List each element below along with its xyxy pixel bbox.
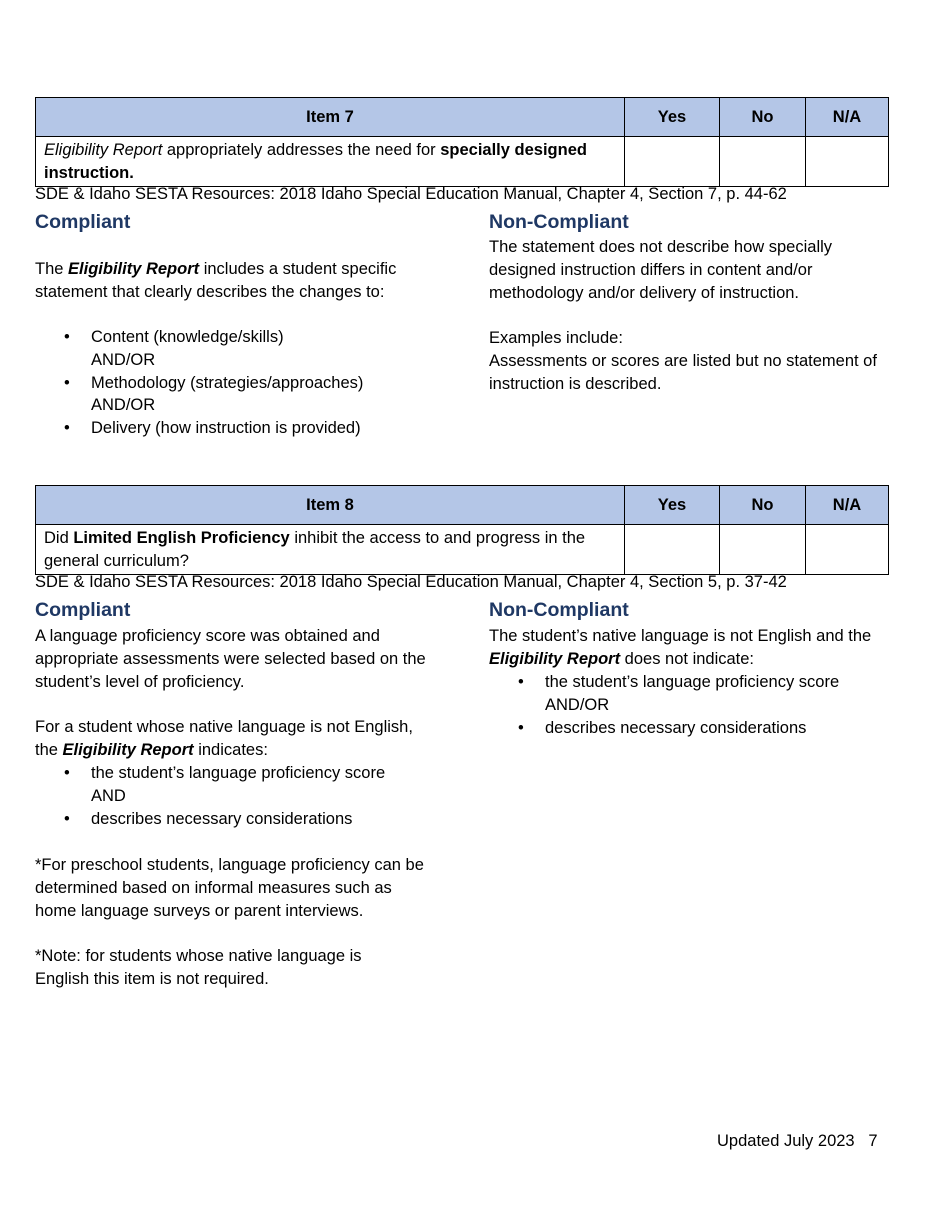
item7-no-header: No <box>720 98 806 137</box>
item8-native-english-note: *Note: for students whose native language is English this item is not required. <box>35 947 362 988</box>
item7-na-header: N/A <box>806 98 889 137</box>
list-item: • describes necessary considerations <box>64 809 353 828</box>
list-item: • the student’s language proficiency score AND <box>64 764 386 805</box>
list-item: • Delivery (how instruction is provided) <box>64 419 361 438</box>
item8-yes-header: Yes <box>625 486 720 525</box>
item7-noncompliant-heading: Non-Compliant <box>489 211 629 233</box>
list-item: • Content (knowledge/skills) AND/OR <box>64 328 284 369</box>
item8-question: Did Limited English Proficiency inhibit the access to and progress in the general curriculum? <box>36 525 625 575</box>
item7-question: Eligibility Report appropriately addresses the need for specially designed instruction. <box>36 137 625 187</box>
updated-date: Updated July 2023 <box>717 1132 855 1150</box>
item8-na-cell[interactable] <box>806 525 889 575</box>
item7-source: SDE & Idaho SESTA Resources: 2018 Idaho Special Education Manual, Chapter 4, Section 7, p. 44-62 <box>35 185 787 203</box>
item7-yes-cell[interactable] <box>625 137 720 187</box>
item8-compliant-list <box>35 762 435 830</box>
item8-noncompliant-list <box>489 671 889 739</box>
list-item: • the student’s language proficiency score AND/OR <box>518 673 840 714</box>
item8-yes-cell[interactable] <box>625 525 720 575</box>
list-item: • describes necessary considerations <box>518 718 807 737</box>
item8-na-header: N/A <box>806 486 889 525</box>
item8-no-header: No <box>720 486 806 525</box>
item8-preschool-note: *For preschool students, language proficiency can be determined based on informal measures such as home language surveys or parent interviews. <box>35 856 424 920</box>
item8-table <box>35 485 889 575</box>
item8-compliant-para2: For a student whose native language is not English, the Eligibility Report indicates: <box>35 718 413 759</box>
item8-noncompliant-text: The student’s native language is not English and the Eligibility Report does not indicate: <box>489 627 872 668</box>
item8-compliant-heading: Compliant <box>35 599 131 621</box>
list-item: • Methodology (strategies/approaches) AND/OR <box>64 373 364 415</box>
item8-noncompliant-heading: Non-Compliant <box>489 599 629 621</box>
page-number: 7 <box>868 1132 878 1150</box>
item7-yes-header: Yes <box>625 98 720 137</box>
item7-compliant-list <box>35 326 435 440</box>
item8-header: Item 8 <box>36 486 625 525</box>
item8-source: SDE & Idaho SESTA Resources: 2018 Idaho Special Education Manual, Chapter 4, Section 5, p. 37-42 <box>35 573 787 591</box>
item7-examples-text: Assessments or scores are listed but no statement of instruction is described. <box>489 352 877 393</box>
item7-compliant-intro: The Eligibility Report includes a student specific statement that clearly describes the changes to: <box>35 260 397 301</box>
item8-no-cell[interactable] <box>720 525 806 575</box>
item7-header: Item 7 <box>36 98 625 137</box>
item7-no-cell[interactable] <box>720 137 806 187</box>
item7-table <box>35 97 889 187</box>
item7-compliant-heading: Compliant <box>35 211 131 233</box>
item7-noncompliant-text: The statement does not describe how specially designed instruction differs in content and/or methodology and/or delivery of instruction. <box>489 238 833 302</box>
page-footer <box>717 1132 878 1151</box>
item7-examples-label: Examples include: <box>489 329 623 347</box>
item7-na-cell[interactable] <box>806 137 889 187</box>
item8-compliant-para1: A language proficiency score was obtained and appropriate assessments were selected based on the student’s level of proficiency. <box>35 627 426 691</box>
